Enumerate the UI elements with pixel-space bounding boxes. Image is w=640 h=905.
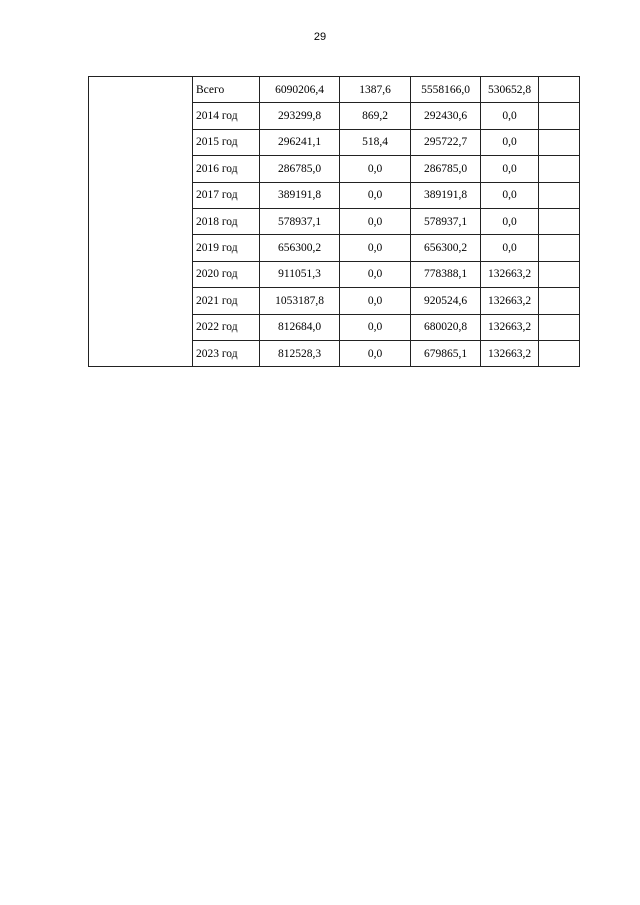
value-cell: 518,4: [340, 129, 411, 155]
value-cell: 578937,1: [411, 208, 481, 234]
row-label: 2014 год: [193, 103, 260, 129]
empty-cell: [539, 129, 580, 155]
value-cell: 0,0: [481, 129, 539, 155]
empty-cell: [539, 182, 580, 208]
value-cell: 295722,7: [411, 129, 481, 155]
value-cell: 0,0: [481, 235, 539, 261]
empty-cell: [539, 340, 580, 366]
empty-cell: [539, 314, 580, 340]
row-label: 2019 год: [193, 235, 260, 261]
value-cell: 0,0: [481, 156, 539, 182]
value-cell: 0,0: [340, 340, 411, 366]
total-cell: 812684,0: [260, 314, 340, 340]
empty-cell: [539, 235, 580, 261]
value-cell: 286785,0: [411, 156, 481, 182]
value-cell: 132663,2: [481, 340, 539, 366]
value-cell: 0,0: [481, 208, 539, 234]
value-cell: 0,0: [340, 182, 411, 208]
row-label: 2016 год: [193, 156, 260, 182]
value-cell: 292430,6: [411, 103, 481, 129]
value-cell: 0,0: [340, 156, 411, 182]
value-cell: 0,0: [340, 261, 411, 287]
value-cell: 389191,8: [411, 182, 481, 208]
value-cell: 0,0: [340, 288, 411, 314]
total-cell: 656300,2: [260, 235, 340, 261]
total-cell: 911051,3: [260, 261, 340, 287]
value-cell: 0,0: [340, 208, 411, 234]
total-cell: 296241,1: [260, 129, 340, 155]
total-cell: 812528,3: [260, 340, 340, 366]
value-cell: 778388,1: [411, 261, 481, 287]
empty-cell: [539, 103, 580, 129]
row-label: 2022 год: [193, 314, 260, 340]
row-label: 2023 год: [193, 340, 260, 366]
value-cell: 132663,2: [481, 314, 539, 340]
total-cell: 1053187,8: [260, 288, 340, 314]
empty-cell: [539, 156, 580, 182]
row-label: 2015 год: [193, 129, 260, 155]
row-label: 2017 год: [193, 182, 260, 208]
row-label: Всего: [193, 77, 260, 103]
value-cell: 5558166,0: [411, 77, 481, 103]
value-cell: 920524,6: [411, 288, 481, 314]
value-cell: 656300,2: [411, 235, 481, 261]
empty-cell: [539, 261, 580, 287]
total-cell: 286785,0: [260, 156, 340, 182]
row-label: 2021 год: [193, 288, 260, 314]
value-cell: 132663,2: [481, 288, 539, 314]
empty-cell: [539, 208, 580, 234]
empty-cell: [539, 77, 580, 103]
value-cell: 0,0: [340, 314, 411, 340]
total-cell: 389191,8: [260, 182, 340, 208]
value-cell: 0,0: [481, 182, 539, 208]
row-label: 2018 год: [193, 208, 260, 234]
value-cell: 0,0: [481, 103, 539, 129]
value-cell: 0,0: [340, 235, 411, 261]
total-cell: 6090206,4: [260, 77, 340, 103]
value-cell: 869,2: [340, 103, 411, 129]
value-cell: 530652,8: [481, 77, 539, 103]
value-cell: 680020,8: [411, 314, 481, 340]
table-body: [89, 77, 580, 367]
value-cell: 679865,1: [411, 340, 481, 366]
total-cell: 578937,1: [260, 208, 340, 234]
table-row: [89, 77, 580, 103]
page-number: 29: [313, 31, 327, 43]
value-cell: 1387,6: [340, 77, 411, 103]
financing-table: [88, 76, 580, 367]
empty-cell: [539, 288, 580, 314]
merged-empty-cell: [89, 77, 193, 367]
total-cell: 293299,8: [260, 103, 340, 129]
value-cell: 132663,2: [481, 261, 539, 287]
row-label: 2020 год: [193, 261, 260, 287]
